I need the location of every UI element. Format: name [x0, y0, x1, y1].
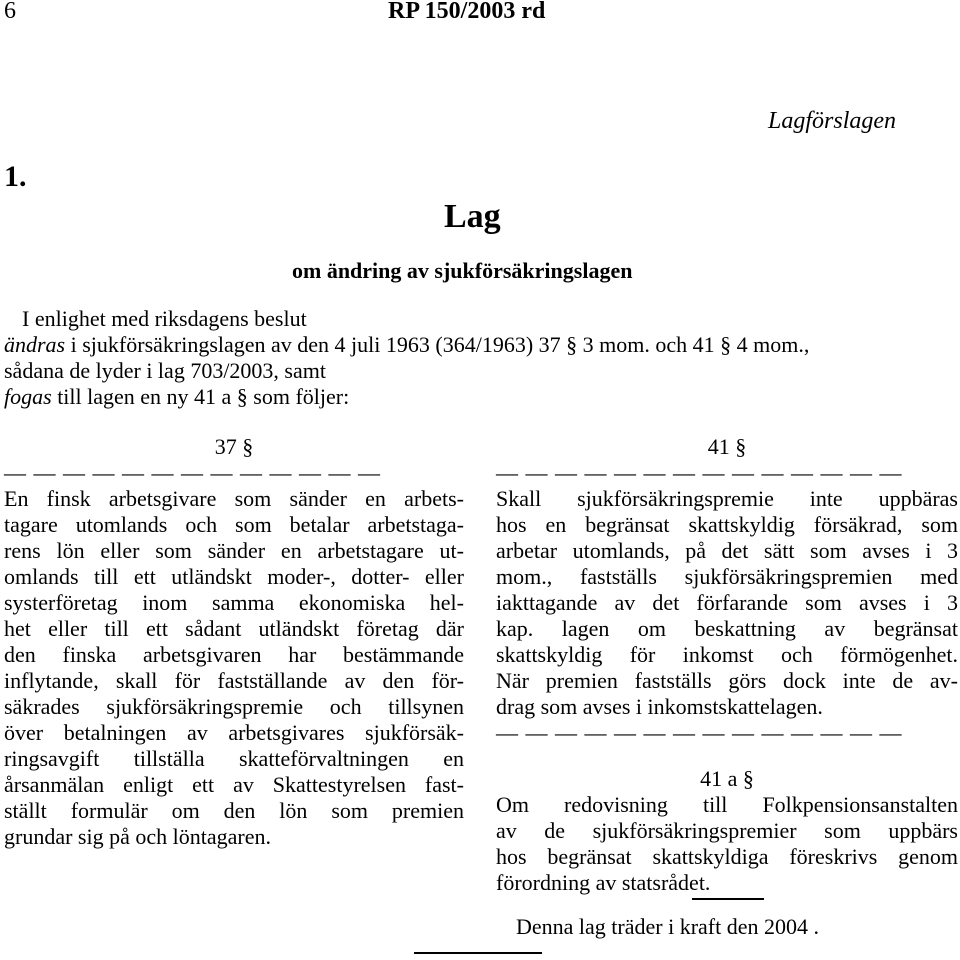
text-line: inflytande, skall för fastställande av den för- — [4, 668, 464, 693]
text-line: omlands till ett utländskt moder-, dotter- eller — [4, 564, 464, 589]
preamble — [4, 306, 809, 410]
bottom-divider — [414, 952, 542, 954]
text-line: rens lön eller som sänder en arbetstagare ut- — [4, 538, 464, 563]
section-label: Lagförslagen — [768, 108, 897, 134]
preamble-text: till lagen en ny 41 a § som följer: — [51, 384, 350, 409]
amending-verb: ändras — [4, 332, 66, 357]
text-line: hos en begränsat skattskyldig försäkrad, som — [496, 512, 958, 537]
section-paragraph — [496, 486, 958, 720]
text-line: iakttagande av det förfarande som avses i 3 — [496, 590, 958, 615]
text-line: säkrades sjukförsäkringspremie och tillsynen — [4, 694, 464, 719]
right-column — [496, 434, 958, 940]
text-line: mom., fastställs sjukförsäkringspremien med — [496, 564, 958, 589]
divider — [496, 896, 958, 906]
law-number: 1. — [4, 160, 27, 193]
text-line: När premien fastställs görs dock inte de av- — [496, 668, 958, 693]
text-line: ringsavgift tillställa skatteförvaltningen en — [4, 746, 464, 771]
spacer — [496, 746, 958, 766]
text-line: förordning av statsrådet. — [496, 870, 711, 895]
text-line: grundar sig på och löntagaren. — [4, 824, 271, 849]
section-heading: 41 a § — [700, 766, 754, 791]
preamble-line — [4, 332, 809, 358]
text-line: Om redovisning till Folkpensionsanstalten — [496, 792, 958, 817]
left-column — [4, 434, 464, 850]
text-line: drag som avses i inkomstskattelagen. — [496, 694, 823, 719]
page-number: 6 — [4, 0, 16, 24]
text-line: tagare utomlands och som betalar arbetstaga- — [4, 512, 464, 537]
omission-dashes: — — — — — — — — — — — — — — [4, 460, 381, 485]
preamble-text: i sjukförsäkringslagen av den 4 juli 1963 (364/1963) 37 § 3 mom. och 41 § 4 mom., — [65, 332, 810, 357]
text-line: En finsk arbetsgivare som sänder en arbets- — [4, 486, 464, 511]
running-head: RP 150/2003 rd — [388, 0, 546, 24]
text-line: Skall sjukförsäkringspremie inte uppbäras — [496, 486, 958, 511]
text-line: systerföretag inom samma ekonomiska hel- — [4, 590, 464, 615]
text-line: hos begränsat skattskyldiga föreskrivs genom — [496, 844, 958, 869]
text-line: av de sjukförsäkringspremier som uppbärs — [496, 818, 958, 843]
law-subtitle: om ändring av sjukförsäkringslagen — [292, 258, 633, 283]
text-line: den finska arbetsgivaren har bestämmande — [4, 642, 464, 667]
text-line: kap. lagen om beskattning av begränsat — [496, 616, 958, 641]
text-line: över betalningen av arbetsgivares sjukförsäk- — [4, 720, 464, 745]
preamble-line — [4, 384, 809, 410]
text-line: skattskyldig för inkomst och förmögenhet. — [496, 642, 958, 667]
text-line: ställt formulär om den lön som premien — [4, 798, 464, 823]
preamble-line: sådana de lyder i lag 703/2003, samt — [4, 358, 326, 383]
section-paragraph — [496, 792, 958, 896]
text-line: årsanmälan enligt ett av Skattestyrelsen fast- — [4, 772, 464, 797]
section-heading: 37 § — [214, 434, 254, 459]
text-line: arbetar utomlands, på det sätt som avses i 3 — [496, 538, 958, 563]
section-heading: 41 § — [707, 434, 747, 459]
text-line: het eller till ett sådant utländskt företag där — [4, 616, 464, 641]
omission-dashes: — — — — — — — — — — — — — — — [496, 460, 903, 485]
section-paragraph — [4, 486, 464, 850]
entry-into-force: Denna lag träder i kraft den 2004 . — [516, 914, 819, 939]
omission-dashes: — — — — — — — — — — — — — — — [496, 720, 903, 745]
law-title: Lag — [444, 198, 501, 235]
preamble-line: I enlighet med riksdagens beslut — [22, 306, 307, 331]
amending-verb: fogas — [4, 384, 52, 409]
